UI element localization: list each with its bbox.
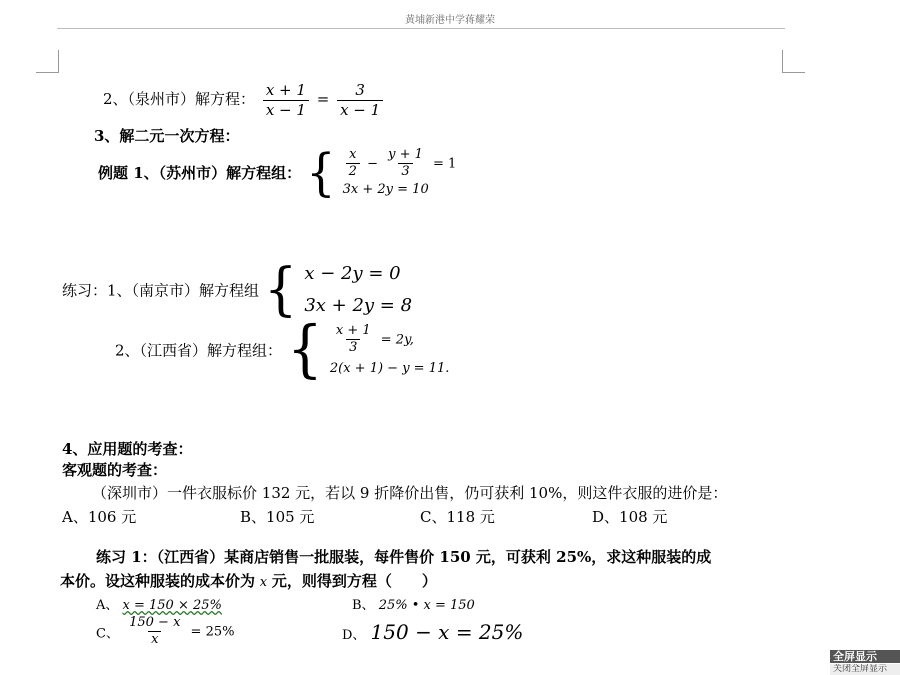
header-rule [57,28,785,29]
practice3-line1 [96,546,711,567]
q2-equation [103,82,386,118]
example1-eq2: 3x + 2y = 10 [342,181,429,197]
section4-title: 4、应用题的考查： [62,440,193,458]
practice3-line2-x: x [259,575,268,590]
example1-frac1 [346,148,360,180]
example1 [98,142,457,202]
practice2-system [330,324,450,377]
practice3-option-c-label: C、 [96,626,119,642]
q2-lhs-den: x − 1 [263,100,309,119]
practice2-eq1 [330,324,450,356]
practice2-eq1-rhs: = 2y, [380,332,414,347]
practice1-label: 练习：1、（南京市）解方程组 [62,281,260,300]
practice2-label: 2、（江西省）解方程组： [115,341,283,360]
example1-label: 例题 1、（苏州市）解方程组： [98,163,302,182]
practice3-option-d-label: D、 [342,628,366,643]
practice2 [115,313,450,386]
example1-eq1-rhs: = 1 [433,156,457,172]
crop-mark-left [36,50,59,73]
q2-rhs-den: x − 1 [337,100,383,119]
option-c: C、118 元 [420,508,495,526]
crop-mark-right [782,50,805,73]
close-full-screen-button[interactable]: 关闭全屏显示 [830,664,900,675]
practice3-line2 [60,570,437,591]
example1-frac2-den: 3 [398,163,412,179]
practice3-option-a-expr: x = 150 × 25% [122,598,222,613]
practice3-option-c-frac [126,616,183,648]
practice3-option-a [96,594,222,613]
q2-rhs-fraction [337,82,383,118]
practice1 [62,258,412,322]
practice3-option-b-expr: 25% • x = 150 [378,598,475,613]
practice3-option-c-den: x [148,631,161,647]
practice1-brace: { [264,257,298,323]
example1-frac1-den: 2 [346,163,360,179]
option-b: B、105 元 [240,508,315,526]
practice2-frac-num: x + 1 [335,322,371,338]
q2-rhs-num: 3 [355,81,365,99]
example1-eq1 [343,148,457,180]
q2-label: 2、（泉州市）解方程： [103,90,256,108]
practice2-brace: { [287,313,323,386]
q2-lhs-num: x + 1 [265,81,306,99]
shenzhen-question: （深圳市）一件衣服标价 132 元，若以 9 折降价出售，仍可获利 10%，则这件衣服的进价是： [92,484,728,502]
example1-frac2-num: y + 1 [388,147,423,162]
practice3-option-b [352,594,475,613]
example1-frac2 [385,148,426,180]
practice3-option-c-rhs: = 25% [190,624,235,640]
practice2-eq2: 2(x + 1) − y = 11. [329,361,450,377]
practice3-line1-text: 练习 1：（江西省）某商店销售一批服装，每件售价 150 元，可获利 25%，求这种服装的成 [96,548,712,566]
section3-title: 3、解二元一次方程： [94,127,240,145]
practice3-line2-b: 元，则得到方程（ ） [271,572,437,590]
full-screen-button[interactable]: 全屏显示 [830,650,900,663]
example1-minus: − [367,156,378,172]
practice2-frac-den: 3 [346,339,360,355]
example1-system [343,148,457,197]
practice3-option-c [96,616,234,648]
example1-frac1-num: x [349,147,357,162]
practice3-option-c-num: 150 − x [129,615,181,630]
q2-lhs-fraction [263,82,309,118]
q2-equals: = [316,90,330,108]
practice1-eq2: 3x + 2y = 8 [304,295,413,316]
practice3-line2-a: 本价。设这种服装的成本价为 [60,572,256,590]
option-d: D、108 元 [592,508,668,526]
practice3-option-d [342,620,523,644]
practice2-frac [333,324,374,356]
section4-subtitle: 客观题的考查： [62,461,168,479]
practice1-system [304,258,412,322]
option-a: A、106 元 [62,508,137,526]
practice1-eq1: x − 2y = 0 [304,263,401,284]
example1-brace: { [306,142,336,202]
practice3-option-a-label: A、 [96,598,119,613]
page-header: 黄埔新港中学蒋耀荣 [405,15,495,26]
practice3-option-b-label: B、 [352,598,375,613]
practice3-option-d-expr: 150 − x = 25% [370,620,524,644]
